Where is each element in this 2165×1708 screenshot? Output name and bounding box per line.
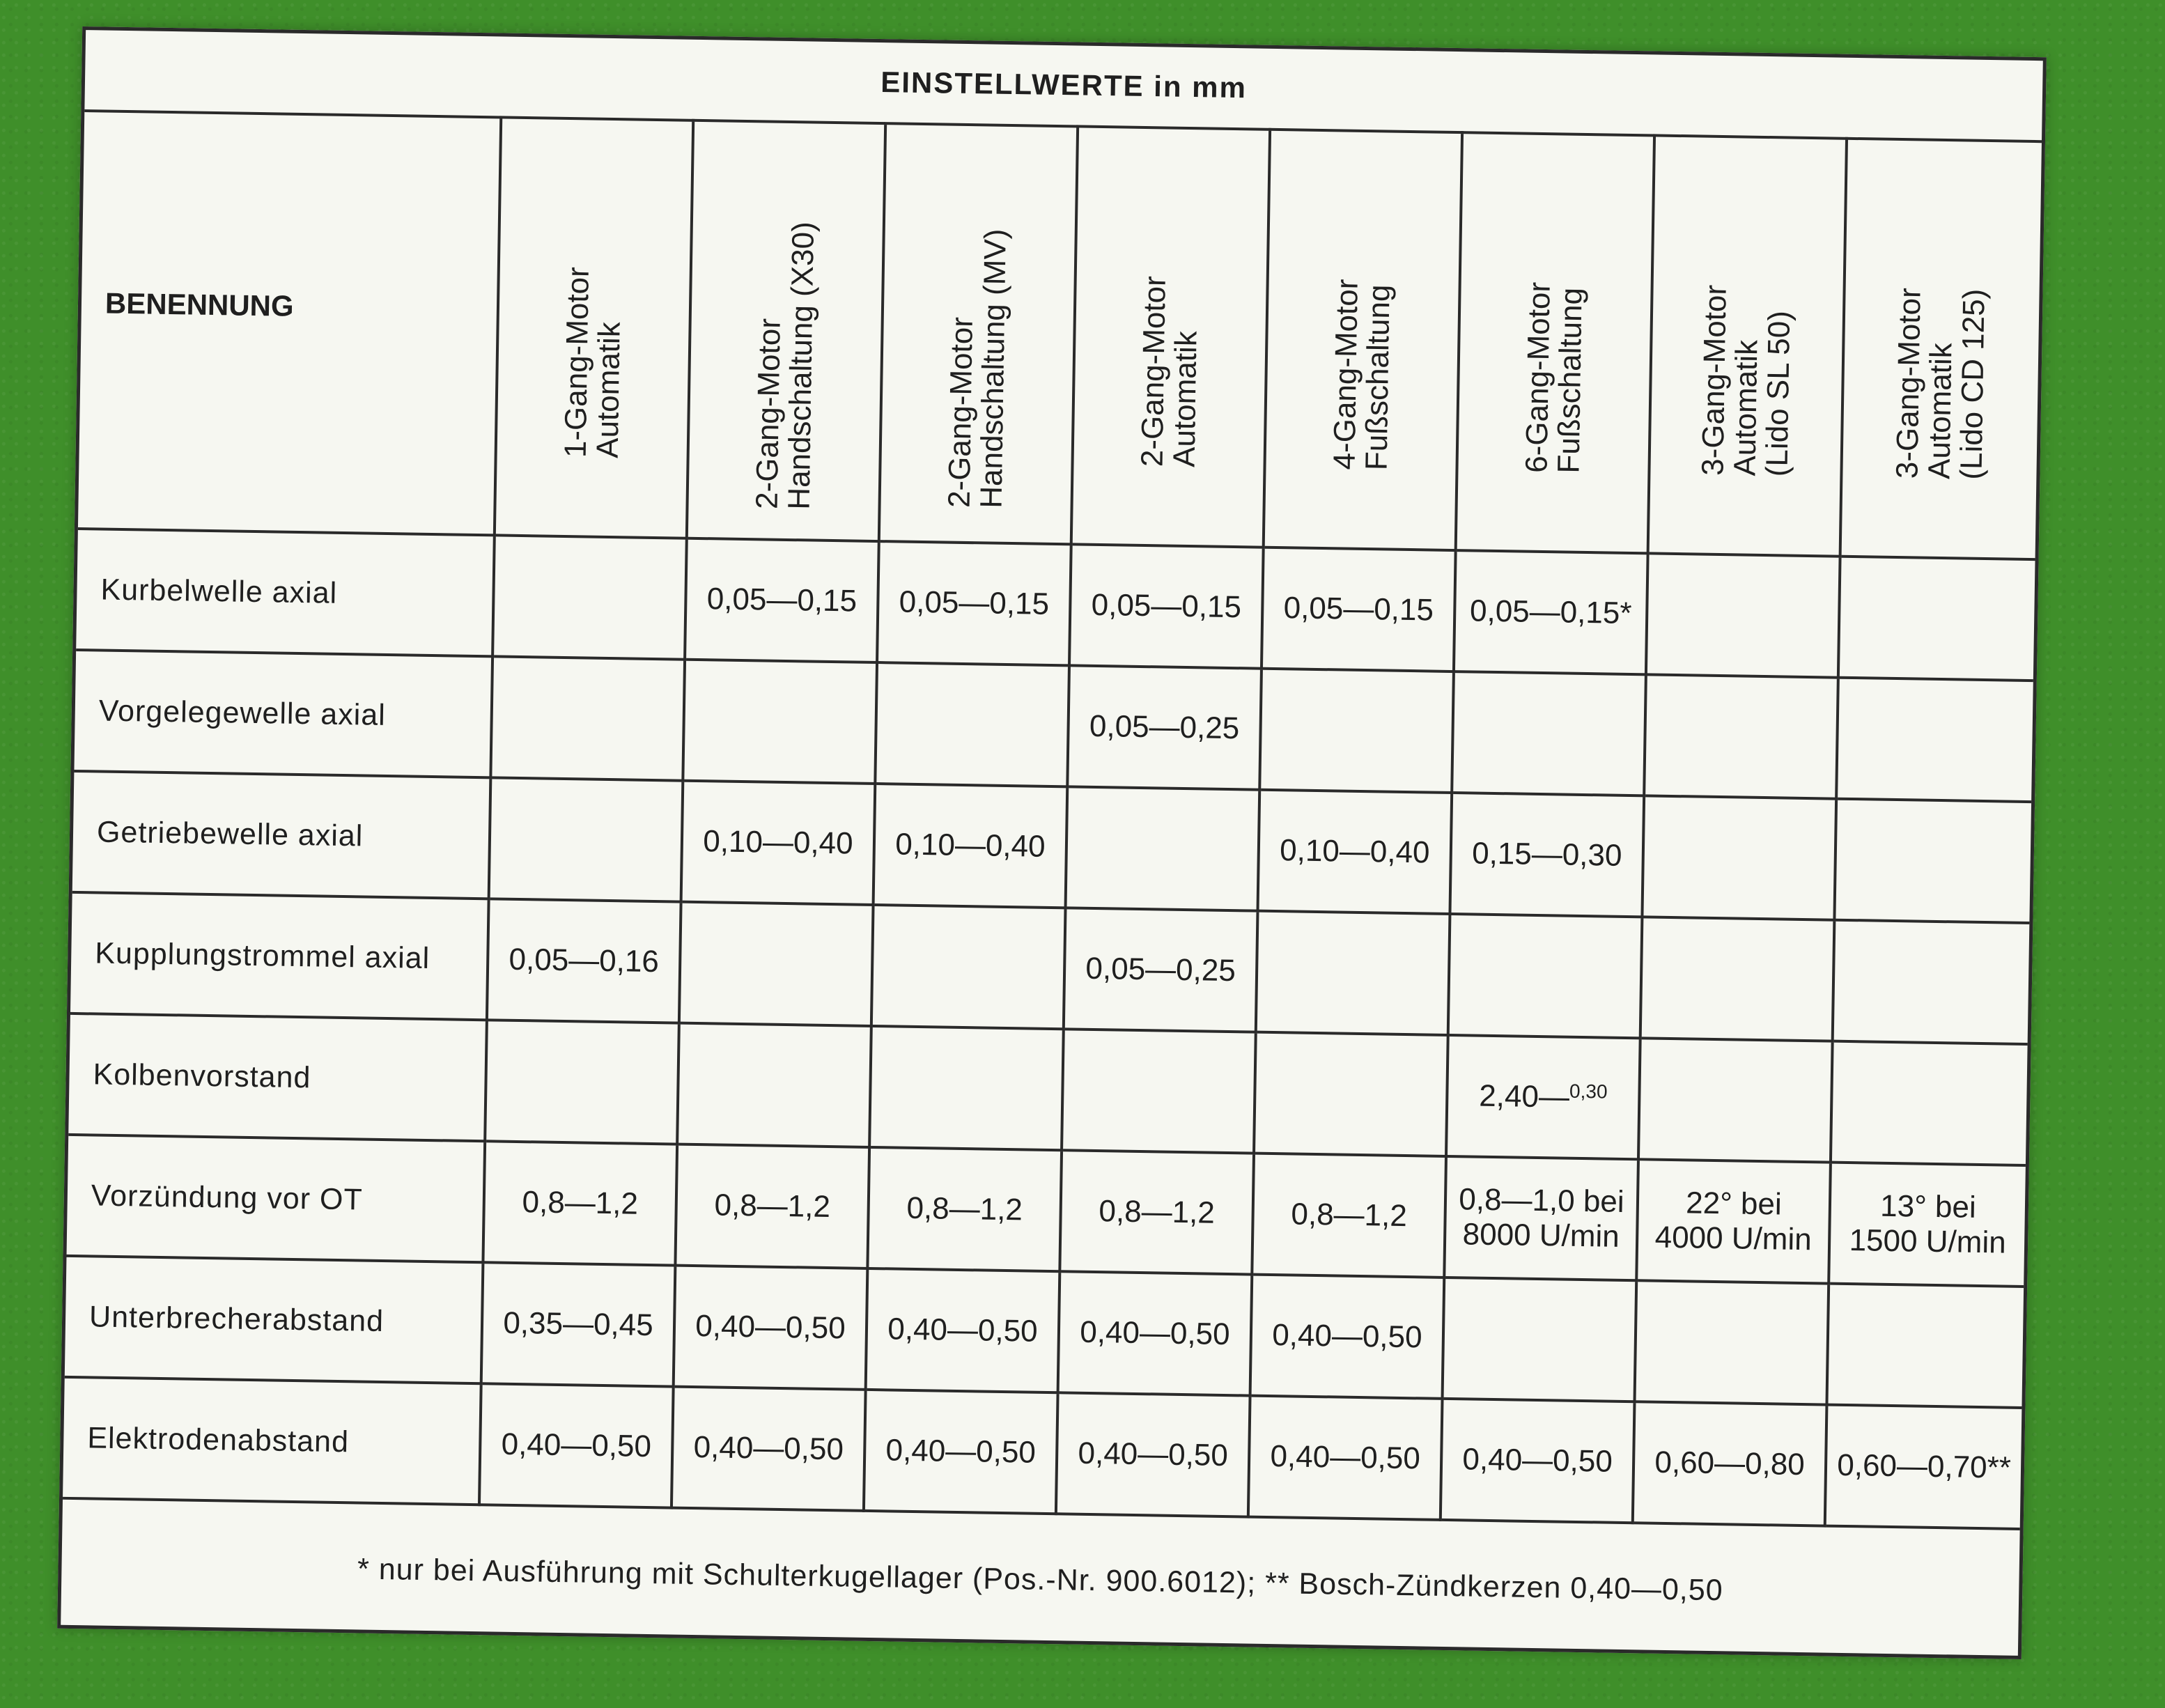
table-cell: 0,40—0,50 <box>674 1266 868 1390</box>
table-cell: 0,05—0,25 <box>1064 908 1258 1032</box>
row-label: Kupplungstrommel axial <box>70 892 489 1020</box>
row-label: Kurbelwelle axial <box>76 529 495 656</box>
table-cell: 0,05—0,15 <box>877 541 1071 665</box>
table-cell <box>1831 1041 2028 1165</box>
table-cell: 0,40—0,50 <box>1056 1392 1250 1516</box>
table-cell: 0,8—1,2 <box>1060 1150 1254 1274</box>
column-header: 2-Gang-Motor Automatik <box>1071 126 1270 547</box>
table-cell: 0,8—1,2 <box>1252 1154 1446 1278</box>
table-cell <box>875 662 1069 786</box>
table-cell <box>489 777 683 901</box>
row-label: Vorgelegewelle axial <box>74 650 492 777</box>
table-cell: 0,40—0,50 <box>479 1383 674 1507</box>
table-cell: 0,35—0,45 <box>481 1262 676 1386</box>
document-sheet <box>57 26 2047 1659</box>
table-cell <box>485 1020 679 1144</box>
table-cell: 0,40—0,50 <box>672 1387 866 1511</box>
table-cell: 0,10—0,40 <box>681 781 876 905</box>
table-cell <box>1833 920 2030 1044</box>
table-cell <box>683 660 877 784</box>
table-cell <box>1646 553 1840 677</box>
table-cell: 0,8—1,2 <box>483 1141 677 1265</box>
table-cell <box>1838 557 2035 681</box>
row-label: Elektrodenabstand <box>63 1377 481 1505</box>
table-title: EINSTELLWERTE in mm <box>84 30 2043 141</box>
table-cell <box>1836 678 2033 802</box>
label-column-header: BENENNUNG <box>78 111 501 535</box>
table-cell: 0,40—0,50 <box>1441 1399 1635 1523</box>
table-cell <box>492 535 687 659</box>
table-cell: 0,40—0,50 <box>1058 1271 1252 1395</box>
table-cell: 0,60—0,80 <box>1633 1402 1827 1525</box>
table-cell: 13° bei 1500 U/min <box>1829 1163 2026 1287</box>
table-cell <box>871 905 1066 1029</box>
table-cell <box>679 902 874 1026</box>
table-cell <box>1254 1032 1448 1156</box>
column-header: 3-Gang-Motor Automatik (Lido SL 50) <box>1648 135 1847 556</box>
table-cell <box>1834 799 2031 923</box>
table-cell <box>1256 911 1450 1035</box>
table-cell: 0,05—0,15 <box>1069 544 1264 668</box>
table-cell: 0,10—0,40 <box>1258 790 1452 914</box>
column-header: 1-Gang-Motor Automatik <box>495 117 693 538</box>
table-cell <box>1635 1280 1829 1404</box>
table-cell: 0,40—0,50 <box>1250 1275 1445 1399</box>
column-header: 3-Gang-Motor Automatik (Lido CD 125) <box>1840 139 2042 559</box>
table-cell <box>1452 671 1646 795</box>
table-cell: 0,40—0,50 <box>866 1268 1060 1392</box>
row-label: Getriebewelle axial <box>72 771 491 899</box>
table-cell <box>677 1023 871 1147</box>
table-cell: 0,40—0,50 <box>1248 1396 1443 1520</box>
kolben-tolerance: 0,30 <box>1569 1080 1608 1103</box>
row-label: Unterbrecherabstand <box>65 1256 483 1383</box>
column-header: 2-Gang-Motor Handschaltung (X30) <box>687 121 885 541</box>
footnote: * nur bei Ausführung mit Schulterkugellager (Pos.-Nr. 900.6012); ** Bosch-Zündkerzen 0,40—0,50 <box>61 1498 2020 1639</box>
table-cell <box>1066 786 1260 910</box>
column-header: 4-Gang-Motor Fußschaltung <box>1264 130 1462 550</box>
table-cell <box>1640 917 1835 1041</box>
table-cell <box>1642 795 1836 919</box>
column-header: 6-Gang-Motor Fußschaltung <box>1456 132 1654 553</box>
table-cell: 0,10—0,40 <box>874 784 1068 908</box>
table-cell: 0,05—0,15* <box>1454 550 1648 674</box>
table-cell <box>1259 669 1454 793</box>
row-label: Vorzündung vor OT <box>67 1135 486 1262</box>
table-cell <box>1826 1284 2024 1408</box>
settings-table <box>61 30 2043 1639</box>
table-cell <box>490 656 685 780</box>
table-cell: 0,05—0,25 <box>1067 665 1262 789</box>
table-cell: 0,40—0,50 <box>864 1390 1058 1514</box>
kolben-value: 2,40— <box>1478 1078 1570 1115</box>
table-cell <box>1446 1035 1640 1159</box>
table-cell: 0,8—1,0 bei 8000 U/min <box>1444 1156 1638 1280</box>
table-cell: 0,05—0,15 <box>685 538 879 662</box>
table-cell: 0,05—0,16 <box>487 899 681 1023</box>
table-cell: 0,8—1,2 <box>867 1147 1062 1271</box>
table-cell <box>869 1026 1064 1150</box>
table-cell: 0,05—0,15 <box>1262 548 1456 671</box>
column-header: 2-Gang-Motor Handschaltung (MV) <box>879 123 1078 544</box>
table-cell <box>1443 1278 1637 1402</box>
table-cell: 0,60—0,70** <box>1825 1405 2022 1529</box>
table-cell <box>1644 674 1838 798</box>
table-cell <box>1638 1038 1833 1162</box>
table-cell: 22° bei 4000 U/min <box>1636 1159 1831 1283</box>
row-label: Kolbenvorstand <box>68 1014 487 1141</box>
table-cell: 0,8—1,2 <box>675 1144 869 1268</box>
table-cell: 0,15—0,30 <box>1450 793 1644 917</box>
table-cell <box>1448 914 1643 1038</box>
table-cell <box>1062 1029 1256 1153</box>
